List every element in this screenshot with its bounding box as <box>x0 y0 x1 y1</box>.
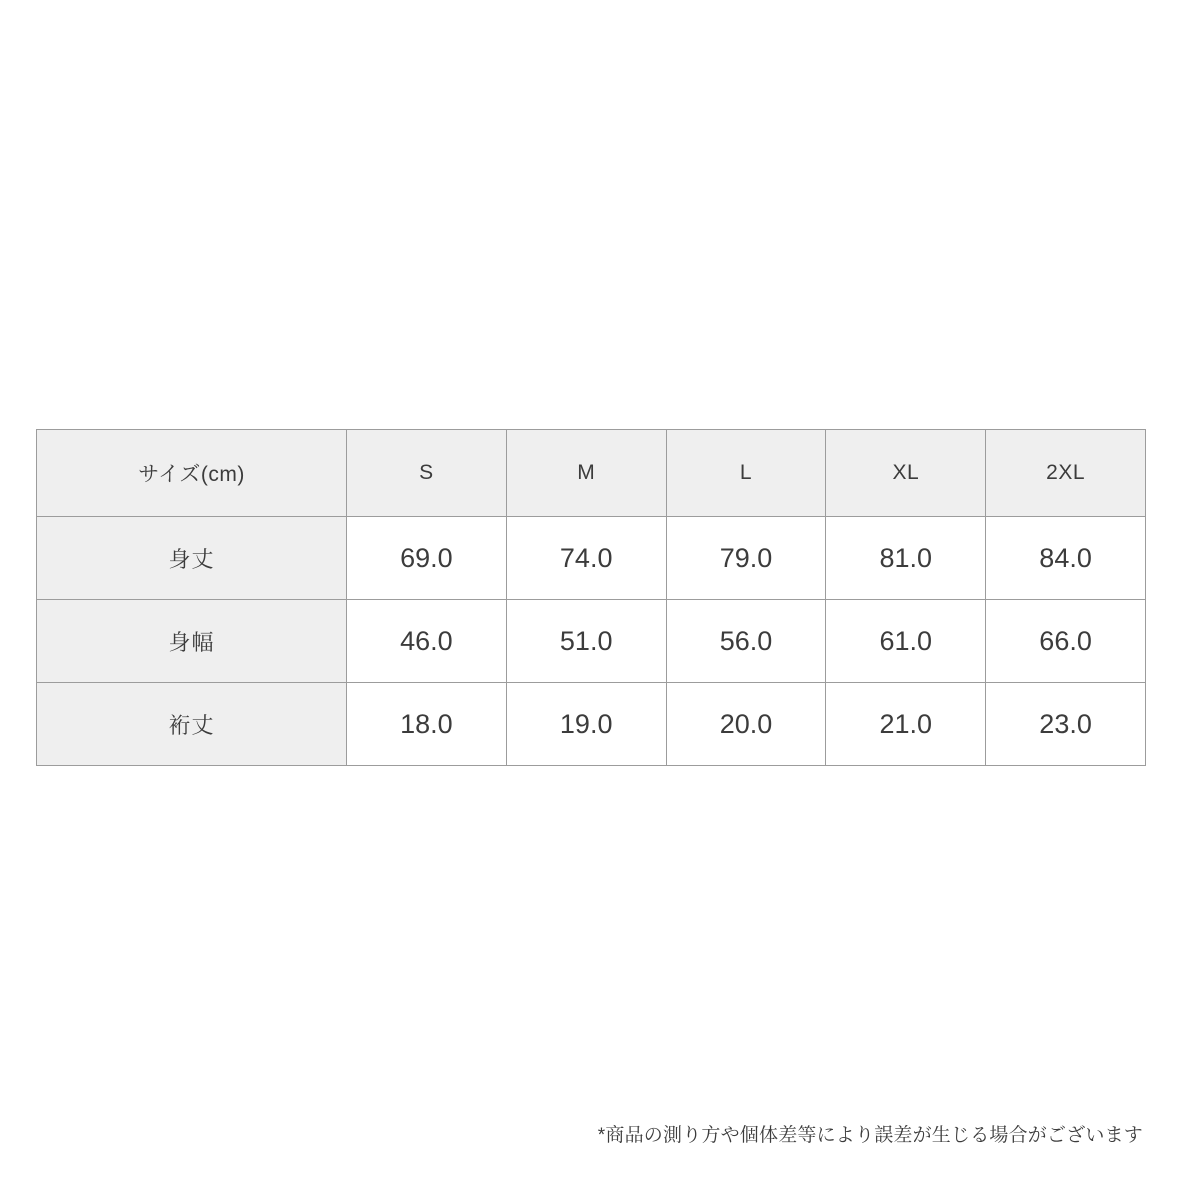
cell-body-length-l: 79.0 <box>666 517 826 600</box>
cell-sleeve-length-2xl: 23.0 <box>986 683 1146 766</box>
cell-sleeve-length-xl: 21.0 <box>826 683 986 766</box>
cell-body-length-m: 74.0 <box>506 517 666 600</box>
header-size-unit: サイズ(cm) <box>37 430 347 517</box>
table-row <box>37 600 1146 683</box>
cell-sleeve-length-s: 18.0 <box>347 683 507 766</box>
size-table <box>36 429 1146 766</box>
cell-body-length-s: 69.0 <box>347 517 507 600</box>
header-size-l: L <box>666 430 826 517</box>
header-size-2xl: 2XL <box>986 430 1146 517</box>
row-label-sleeve-length: 裄丈 <box>37 683 347 766</box>
row-label-body-width: 身幅 <box>37 600 347 683</box>
row-label-body-length: 身丈 <box>37 517 347 600</box>
header-size-s: S <box>347 430 507 517</box>
cell-sleeve-length-l: 20.0 <box>666 683 826 766</box>
table-body <box>37 517 1146 766</box>
disclaimer-note: *商品の測り方や個体差等により誤差が生じる場合がございます <box>597 1125 1143 1146</box>
cell-body-width-l: 56.0 <box>666 600 826 683</box>
header-size-m: M <box>506 430 666 517</box>
table-header-row <box>37 430 1146 517</box>
cell-sleeve-length-m: 19.0 <box>506 683 666 766</box>
table-row <box>37 683 1146 766</box>
table-header <box>37 430 1146 517</box>
table-row <box>37 517 1146 600</box>
cell-body-width-2xl: 66.0 <box>986 600 1146 683</box>
header-size-xl: XL <box>826 430 986 517</box>
cell-body-width-xl: 61.0 <box>826 600 986 683</box>
size-table-container <box>36 429 1145 766</box>
cell-body-length-2xl: 84.0 <box>986 517 1146 600</box>
cell-body-length-xl: 81.0 <box>826 517 986 600</box>
cell-body-width-s: 46.0 <box>347 600 507 683</box>
cell-body-width-m: 51.0 <box>506 600 666 683</box>
